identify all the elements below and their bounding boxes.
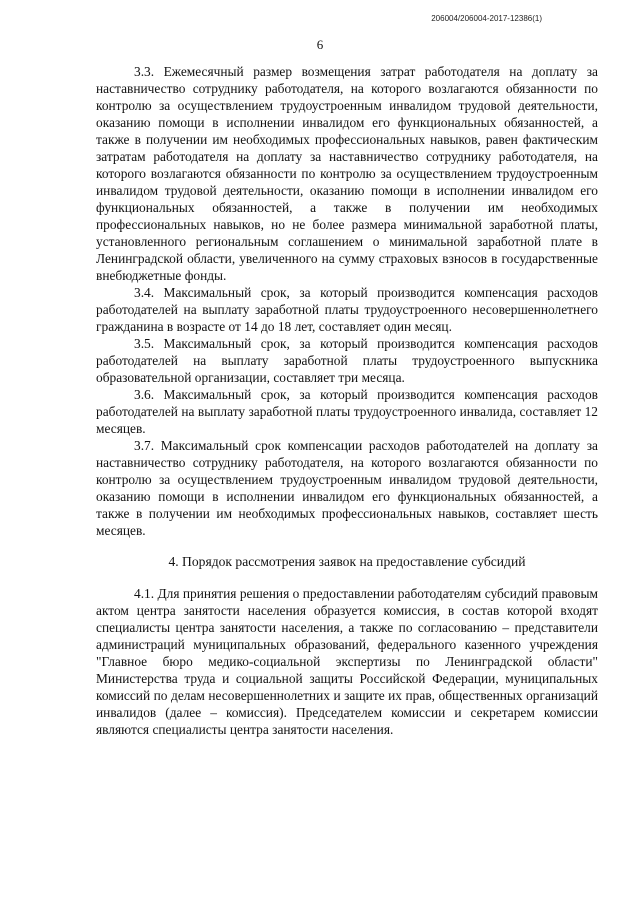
paragraph-3-6: 3.6. Максимальный срок, за который производится компенсация расходов работодателей на выплату заработной платы трудоустроенного инвалида, составляет 12 месяцев.: [96, 387, 598, 436]
paragraph-3-5: 3.5. Максимальный срок, за который производится компенсация расходов работодателей на выплату заработной платы трудоустроенного выпускника образовательной организации, составляет три месяца.: [96, 336, 598, 385]
page-number: 6: [316, 37, 324, 52]
paragraph-3-7: 3.7. Максимальный срок компенсации расходов работодателей на доплату за наставничество сотруднику работодателя, на которого возлагаются обязанности по контролю за осуществлением трудоустроенным инвалидом трудовой деятельности, оказанию помощи в исполнении инвалидом его функциональных обязанностей, а также в получении им необходимых профессиональных навыков, составляет шесть месяцев.: [96, 438, 598, 538]
paragraph-3-3: 3.3. Ежемесячный размер возмещения затрат работодателя на доплату за наставничество сотруднику работодателя, на которого возлагаются обязанности по контролю за осуществлением трудоустроенным инвалидом трудовой деятельности, оказанию помощи в исполнении инвалидом его функциональных обязанностей, а также в получении им необходимых профессиональных навыков, равен фактическим затратам работодателя на доплату за наставничество сотруднику работодателя, на которого возлагаются обязанности по контролю за осуществлением трудоустроенным инвалидом трудовой деятельности, оказанию помощи в исполнении инвалидом его функциональных обязанностей, а также в получении им необходимых профессиональных навыков, но не более размера минимальной заработной платы, установленного региональным соглашением о минимальной заработной плате в Ленинградской области, увеличенного на сумму страховых взносов в государственные внебюджетные фонды.: [96, 64, 598, 283]
paragraph-3-4: 3.4. Максимальный срок, за который производится компенсация расходов работодателей на выплату заработной платы трудоустроенного несовершеннолетнего гражданина в возрасте от 14 до 18 лет, составляет один месяц.: [96, 285, 598, 334]
document-body: [96, 63, 598, 738]
document-id: 206004/206004-2017-12386(1): [431, 14, 542, 23]
section-title: 4. Порядок рассмотрения заявок на предоставление субсидий: [168, 554, 526, 569]
paragraph-4-1: 4.1. Для принятия решения о предоставлении работодателям субсидий правовым актом центра занятости населения образуется комиссия, в состав которой входят специалисты центра занятости населения, а также по согласованию – представители администраций муниципальных образований, федерального казенного учреждения "Главное бюро медико-социальной экспертизы по Ленинградской области" Министерства труда и социальной защиты Российской Федерации, муниципальных комиссий по делам несовершеннолетних и защите их прав, общественных организаций инвалидов (далее – комиссия). Председателем комиссии и секретарем комиссии являются специалисты центра занятости населения.: [96, 586, 598, 737]
